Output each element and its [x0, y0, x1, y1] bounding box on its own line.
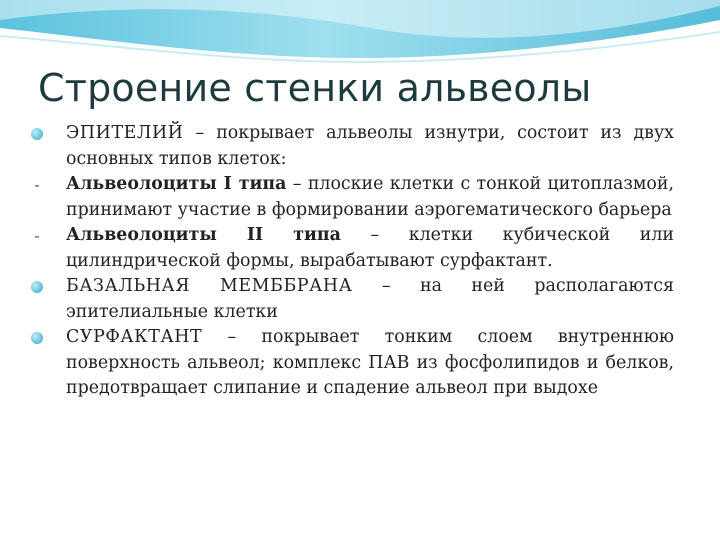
item-label: СУРФАКТАНТ	[66, 327, 203, 347]
item-label: Альвеолоциты II типа	[66, 225, 341, 245]
list-item-surfactant	[30, 325, 674, 402]
list-item-epithelium	[30, 121, 674, 172]
dash-icon: -	[34, 226, 40, 245]
item-text	[66, 274, 674, 325]
bullet-icon	[31, 128, 43, 140]
content-list	[30, 121, 674, 402]
item-label: Альвеолоциты I типа	[66, 174, 287, 194]
item-text	[66, 325, 674, 402]
list-item-basal-membrane	[30, 274, 674, 325]
bullet-icon	[31, 281, 43, 293]
list-item-alveolocytes-type-2	[30, 223, 674, 274]
list-item-alveolocytes-type-1	[30, 172, 674, 223]
item-text	[66, 172, 674, 223]
slide-title: Строение стенки альвеолы	[38, 66, 592, 110]
item-label: ЭПИТЕЛИЙ	[66, 123, 184, 143]
item-text	[66, 223, 674, 274]
item-description: – на ней располагаются эпителиальные клетки	[66, 276, 674, 322]
item-label: БАЗАЛЬНАЯ МЕМББРАНА	[66, 276, 353, 296]
item-description: – покрывает тонким слоем внутреннюю поверхность альвеол; комплекс ПАВ из фосфолипидов и белков, предотвращает слипание и спадение альвеол при выдохе	[66, 327, 674, 398]
item-text	[66, 121, 674, 172]
item-description: – клетки кубической или цилиндрической формы, вырабатывают сурфактант.	[66, 225, 675, 271]
item-description: – плоские клетки с тонкой цитоплазмой, принимают участие в формировании аэрогематического барьера	[66, 174, 674, 220]
dash-icon: -	[34, 175, 40, 194]
bullet-icon	[31, 332, 43, 344]
item-description: – покрывает альвеолы изнутри, состоит из двух основных типов клеток:	[66, 123, 674, 169]
